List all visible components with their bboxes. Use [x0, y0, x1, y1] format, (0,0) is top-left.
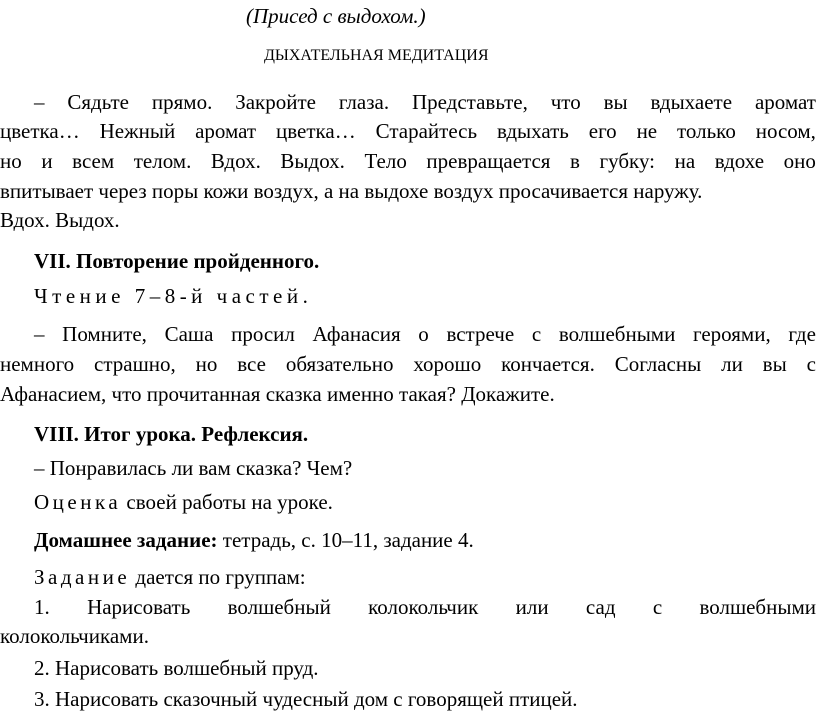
word: оно — [783, 149, 816, 173]
word: вдыхаете — [650, 90, 733, 114]
word: в — [570, 149, 580, 173]
word: что — [550, 90, 581, 114]
word: кончается. — [501, 352, 595, 376]
word: обязательно — [285, 352, 394, 376]
word: с — [531, 322, 542, 346]
word: героями, — [693, 322, 771, 346]
word: 1. — [34, 595, 50, 619]
review-question-line-3: Афанасием, что прочитанная сказка именно такая? Докажите. — [0, 382, 555, 406]
word: Закройте — [235, 90, 316, 114]
word: только — [677, 119, 736, 143]
word: носом, — [755, 119, 816, 143]
word: хорошо — [413, 352, 482, 376]
self-assessment — [34, 490, 816, 514]
word: вы — [603, 90, 628, 114]
task-rest: дается по группам: — [130, 565, 306, 589]
word: прямо. — [151, 90, 213, 114]
word: просил — [231, 322, 295, 346]
word: – — [34, 90, 45, 114]
homework-text: тетрадь, с. 10–11, задание 4. — [217, 528, 474, 552]
meditation-line-5: Вдох. Выдох. — [0, 208, 120, 232]
word: с — [652, 595, 663, 619]
word: Нежный — [99, 119, 176, 143]
word: цветка… — [275, 119, 356, 143]
reflection-question: – Понравилась ли вам сказка? Чем? — [34, 456, 353, 480]
meditation-line-1 — [34, 90, 816, 114]
word: но — [0, 149, 22, 173]
word: о — [418, 322, 429, 346]
review-question-line-2 — [0, 352, 816, 376]
word: волшебными — [699, 595, 816, 619]
word: Помните, — [62, 322, 147, 346]
assessment-rest: своей работы на уроке. — [121, 490, 333, 514]
word: сад — [585, 595, 616, 619]
meditation-line-2 — [0, 119, 816, 143]
homework — [34, 528, 816, 552]
word: с — [806, 352, 816, 376]
task-intro — [34, 565, 816, 589]
assessment-spaced-word: Оценка — [34, 490, 122, 514]
meditation-line-3 — [0, 149, 816, 173]
word: Саша — [164, 322, 214, 346]
word: вдыхать — [496, 119, 569, 143]
task-item-3: 3. Нарисовать сказочный чудесный дом с говорящей птицей. — [34, 687, 578, 711]
task-item-1-line-1 — [34, 595, 816, 619]
word: губку: — [599, 149, 656, 173]
word: и — [41, 149, 53, 173]
task-spaced-word: Задание — [34, 565, 131, 589]
word: ли — [721, 352, 743, 376]
word: превращается — [426, 149, 551, 173]
word: – — [34, 322, 45, 346]
word: телом. — [133, 149, 192, 173]
word: на — [674, 149, 696, 173]
section-title-review: VII. Повторение пройденного. — [34, 249, 320, 273]
exercise-note: (Присед с выдохом.) — [246, 4, 426, 28]
word: Сядьте — [67, 90, 130, 114]
word: его — [588, 119, 617, 143]
word: Вдох. — [210, 149, 261, 173]
word: Афанасия — [312, 322, 401, 346]
meditation-line-4: впитывает через поры кожи воздух, а на выдохе воздух просачивается наружу. — [0, 179, 703, 203]
word: все — [237, 352, 266, 376]
word: всем — [72, 149, 115, 173]
word: страшно, — [94, 352, 176, 376]
review-question-line-1 — [34, 322, 816, 346]
word: аромат — [195, 119, 257, 143]
section-title-summary: VIII. Итог урока. Рефлексия. — [34, 422, 309, 446]
word: Тело — [364, 149, 407, 173]
word: волшебный — [227, 595, 331, 619]
word: но — [195, 352, 218, 376]
reading-instruction: Чтение 7–8-й частей. — [34, 284, 313, 308]
word: глаза. — [338, 90, 390, 114]
word: вдохе — [714, 149, 765, 173]
word: встрече — [446, 322, 515, 346]
word: цветка… — [0, 119, 80, 143]
word: где — [788, 322, 816, 346]
word: Нарисовать — [87, 595, 191, 619]
word: Представьте, — [411, 90, 528, 114]
task-item-2: 2. Нарисовать волшебный пруд. — [34, 656, 319, 680]
word: аромат — [754, 90, 816, 114]
word: вы — [762, 352, 787, 376]
word: немного — [0, 352, 75, 376]
task-item-1-line-2: колокольчиками. — [0, 624, 149, 648]
word: Согласны — [614, 352, 702, 376]
word: не — [636, 119, 658, 143]
word: или — [515, 595, 549, 619]
word: Старайтесь — [375, 119, 478, 143]
word: колокольчик — [368, 595, 479, 619]
word: Выдох. — [280, 149, 345, 173]
section-heading-meditation: ДЫХАТЕЛЬНАЯ МЕДИТАЦИЯ — [264, 47, 489, 64]
word: волшебными — [558, 322, 676, 346]
homework-label: Домашнее задание: — [34, 528, 218, 552]
